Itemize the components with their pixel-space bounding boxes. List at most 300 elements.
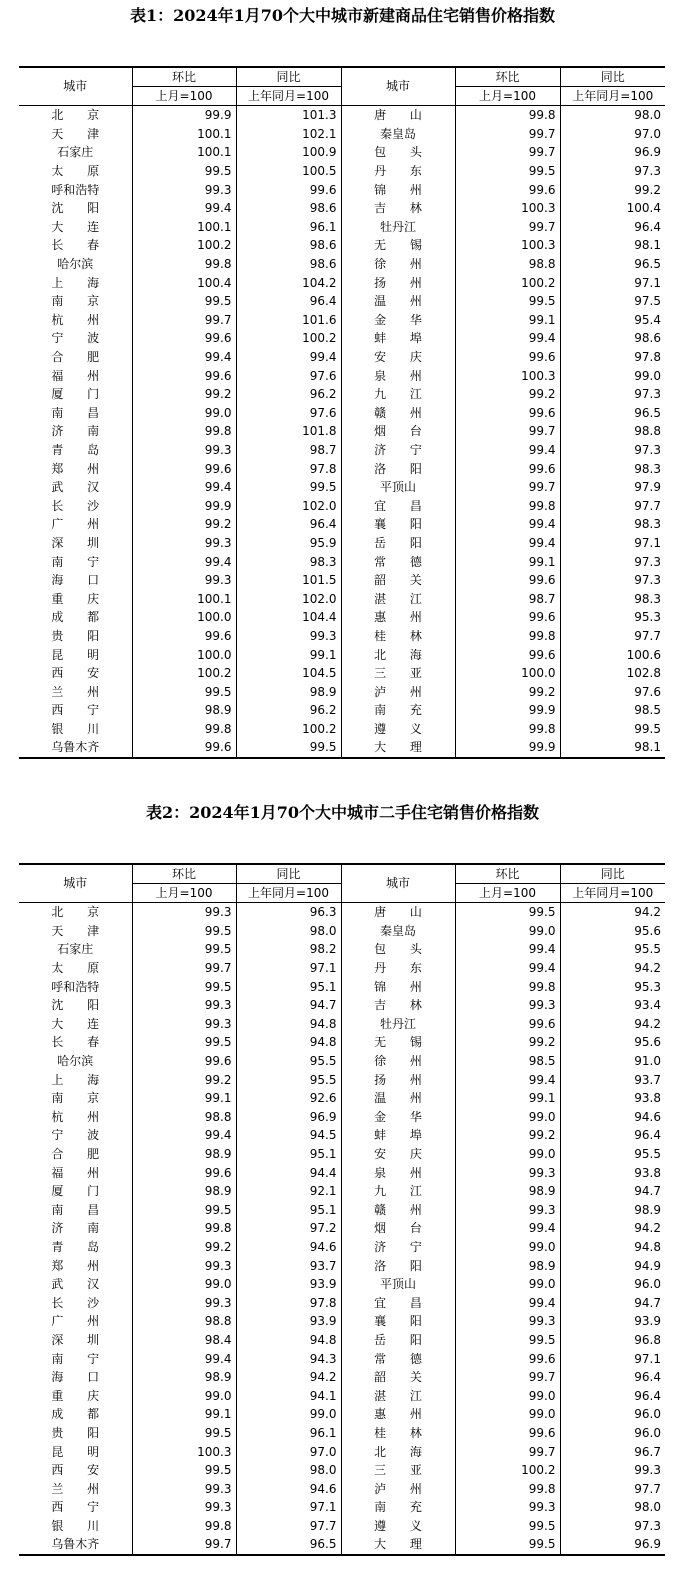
yoy-value: 97.6 (236, 366, 341, 385)
city-cell: 南 昌 (51, 1202, 100, 1217)
city-cell: 兰 州 (51, 1481, 100, 1496)
mom-value: 99.8 (132, 1219, 236, 1238)
city-cell: 包 头 (341, 940, 455, 959)
yoy-value: 98.8 (560, 422, 665, 441)
mom-value: 99.0 (132, 1275, 236, 1294)
yoy-value: 97.6 (236, 404, 341, 423)
yoy-value: 99.1 (236, 645, 341, 664)
yoy-value: 98.3 (560, 589, 665, 608)
city-cell: 广 州 (51, 1314, 100, 1329)
yoy-value: 97.0 (560, 125, 665, 144)
yoy-value: 97.3 (560, 571, 665, 590)
yoy-value: 95.3 (560, 608, 665, 627)
yoy-value: 96.5 (560, 255, 665, 274)
mom-value: 99.0 (455, 1108, 560, 1127)
yoy-value: 98.6 (560, 329, 665, 348)
city-cell: 南 充 (341, 1498, 455, 1517)
yoy-value: 97.0 (236, 1442, 341, 1461)
table-row (19, 496, 665, 515)
city-cell: 无 锡 (341, 1033, 455, 1052)
city-cell: 长 沙 (51, 1295, 100, 1310)
yoy-value: 98.0 (236, 1461, 341, 1480)
yoy-value: 99.5 (236, 478, 341, 497)
city-cell: 泸 州 (341, 1479, 455, 1498)
mom-value: 99.3 (132, 1479, 236, 1498)
city-cell: 沈 阳 (51, 201, 100, 216)
yoy-value: 98.1 (560, 236, 665, 255)
mom-value: 99.5 (455, 1535, 560, 1555)
yoy-value: 101.8 (236, 422, 341, 441)
mom-value: 99.7 (455, 1442, 560, 1461)
mom-value: 99.0 (455, 1405, 560, 1424)
table-row (19, 645, 665, 664)
city-cell: 太 原 (51, 961, 100, 976)
city-cell: 洛 阳 (341, 1256, 455, 1275)
mom-value: 99.6 (132, 366, 236, 385)
table-row (19, 125, 665, 144)
mom-value: 99.3 (455, 996, 560, 1015)
yoy-value: 97.3 (560, 441, 665, 460)
table-row (19, 478, 665, 497)
mom-value: 99.4 (455, 940, 560, 959)
yoy-value: 97.1 (560, 273, 665, 292)
city-cell: 徐 州 (341, 1052, 455, 1071)
city-cell: 惠 州 (341, 608, 455, 627)
city-cell: 合 肥 (51, 1147, 100, 1162)
mom-value: 100.4 (132, 273, 236, 292)
yoy-value: 94.8 (236, 1033, 341, 1052)
yoy-value: 98.7 (236, 441, 341, 460)
city-cell: 温 州 (341, 1089, 455, 1108)
yoy-value: 93.7 (236, 1256, 341, 1275)
mom-value: 99.8 (132, 422, 236, 441)
yoy-value: 97.8 (236, 459, 341, 478)
city-cell: 平顶山 (341, 478, 455, 497)
mom-value: 99.5 (132, 1033, 236, 1052)
city-cell: 吉 林 (341, 199, 455, 218)
yoy-value: 97.3 (560, 1517, 665, 1536)
yoy-value: 96.1 (236, 218, 341, 237)
mom-value: 99.2 (455, 682, 560, 701)
city-cell: 福 州 (51, 1165, 100, 1180)
yoy-value: 97.3 (560, 552, 665, 571)
yoy-value: 99.0 (236, 1405, 341, 1424)
yoy-value: 96.2 (236, 701, 341, 720)
city-cell: 扬 州 (341, 1070, 455, 1089)
yoy-value: 98.3 (236, 552, 341, 571)
mom-value: 99.7 (132, 959, 236, 978)
yoy-value: 94.2 (560, 1219, 665, 1238)
yoy-value: 100.4 (560, 199, 665, 218)
mom-value: 99.3 (132, 441, 236, 460)
mom-value: 100.3 (455, 199, 560, 218)
city-cell: 牡丹江 (341, 1015, 455, 1034)
city-cell: 西 安 (51, 1463, 100, 1478)
yoy-value: 97.1 (560, 534, 665, 553)
city-cell: 石家庄 (57, 942, 94, 957)
table-row (19, 1498, 665, 1517)
mom-value: 99.3 (455, 1498, 560, 1517)
mom-value: 99.0 (455, 1386, 560, 1405)
mom-value: 99.6 (132, 738, 236, 758)
yoy-value: 96.5 (560, 404, 665, 423)
mom-value: 100.1 (132, 125, 236, 144)
yoy-value: 94.4 (236, 1163, 341, 1182)
mom-value: 99.4 (455, 515, 560, 534)
yoy-value: 96.2 (236, 385, 341, 404)
table-row (19, 959, 665, 978)
city-cell: 洛 阳 (341, 459, 455, 478)
yoy-value: 97.2 (236, 1219, 341, 1238)
table-row (19, 996, 665, 1015)
city-cell: 广 州 (51, 517, 100, 532)
mom-value: 100.2 (455, 1461, 560, 1480)
city-cell: 哈尔滨 (57, 1054, 94, 1069)
city-cell: 温 州 (341, 292, 455, 311)
table-row (19, 1256, 665, 1275)
city-cell: 武 汉 (51, 480, 100, 495)
yoy-value: 94.8 (236, 1331, 341, 1350)
table-row (19, 1293, 665, 1312)
yoy-value: 94.9 (560, 1256, 665, 1275)
yoy-value: 99.6 (236, 180, 341, 199)
city-cell: 大 理 (341, 1535, 455, 1555)
mom-value: 99.8 (455, 496, 560, 515)
city-cell: 济 南 (51, 424, 100, 439)
mom-value: 99.9 (455, 738, 560, 758)
yoy-value: 97.6 (560, 682, 665, 701)
yoy-value: 93.9 (236, 1312, 341, 1331)
city-cell: 包 头 (341, 143, 455, 162)
mom-value: 99.1 (132, 1089, 236, 1108)
table-row (19, 1405, 665, 1424)
city-cell: 锦 州 (341, 180, 455, 199)
yoy-value: 97.7 (560, 496, 665, 515)
city-cell: 上 海 (51, 1072, 100, 1087)
table-row (19, 1461, 665, 1480)
city-cell: 北 海 (341, 1442, 455, 1461)
yoy-value: 101.5 (236, 571, 341, 590)
mom-value: 98.9 (455, 1256, 560, 1275)
yoy-value: 99.2 (560, 180, 665, 199)
mom-value: 99.9 (132, 106, 236, 125)
yoy-value: 99.0 (560, 366, 665, 385)
mom-value: 99.5 (132, 292, 236, 311)
yoy-value: 95.6 (560, 922, 665, 941)
yoy-value: 98.0 (560, 106, 665, 125)
yoy-value: 96.4 (560, 218, 665, 237)
city-cell: 青 岛 (51, 1239, 100, 1254)
city-cell: 合 肥 (51, 350, 100, 365)
city-cell: 厦 门 (51, 1184, 100, 1199)
city-cell: 常 德 (341, 552, 455, 571)
mom-value: 98.4 (132, 1331, 236, 1350)
city-cell: 乌鲁木齐 (19, 738, 132, 758)
mom-value: 98.9 (132, 1145, 236, 1164)
mom-value: 99.6 (455, 1015, 560, 1034)
table-row (19, 1052, 665, 1071)
city-cell: 昆 明 (51, 1444, 100, 1459)
yoy-value: 96.4 (560, 1126, 665, 1145)
yoy-value: 97.8 (236, 1293, 341, 1312)
city-cell: 长 春 (51, 238, 100, 253)
yoy-value: 96.8 (560, 1331, 665, 1350)
yoy-value: 93.8 (560, 1089, 665, 1108)
table-row (19, 459, 665, 478)
mom-value: 100.3 (455, 366, 560, 385)
city-cell: 唐 山 (341, 903, 455, 922)
mom-value: 99.3 (132, 534, 236, 553)
mom-value: 99.3 (132, 571, 236, 590)
mom-value: 99.4 (455, 1219, 560, 1238)
yoy-value: 94.7 (560, 1293, 665, 1312)
mom-value: 99.1 (132, 1405, 236, 1424)
yoy-value: 94.6 (236, 1238, 341, 1257)
city-cell: 惠 州 (341, 1405, 455, 1424)
mom-value: 100.2 (132, 236, 236, 255)
mom-value: 98.9 (455, 1182, 560, 1201)
table-row (19, 1219, 665, 1238)
city-cell: 宁 波 (51, 331, 100, 346)
yoy-value: 93.9 (560, 1312, 665, 1331)
city-cell: 大 连 (51, 1016, 100, 1031)
yoy-value: 100.6 (560, 645, 665, 664)
yoy-value: 101.3 (236, 106, 341, 125)
yoy-value: 94.7 (236, 996, 341, 1015)
city-cell: 宜 昌 (341, 1293, 455, 1312)
city-cell: 北 京 (51, 905, 100, 920)
mom-value: 99.0 (455, 1275, 560, 1294)
city-cell: 济 宁 (341, 441, 455, 460)
yoy-value: 94.6 (236, 1479, 341, 1498)
mom-value: 99.7 (132, 1535, 236, 1555)
yoy-value: 98.9 (560, 1201, 665, 1220)
yoy-value: 96.0 (560, 1424, 665, 1443)
yoy-value: 96.4 (236, 515, 341, 534)
city-cell: 宁 波 (51, 1128, 100, 1143)
table-row (19, 1331, 665, 1350)
table-row (19, 720, 665, 739)
table-row (19, 1201, 665, 1220)
city-cell: 丹 东 (341, 959, 455, 978)
table-row (19, 1126, 665, 1145)
mom-value: 99.5 (455, 1331, 560, 1350)
table-row (19, 977, 665, 996)
yoy-header: 同比 (236, 67, 341, 87)
yoy-value: 102.0 (236, 589, 341, 608)
mom-value: 99.4 (132, 478, 236, 497)
yoy-value: 95.6 (560, 1033, 665, 1052)
city-cell: 杭 州 (51, 1109, 100, 1124)
yoy-value: 98.3 (560, 459, 665, 478)
yoy-value: 95.1 (236, 977, 341, 996)
city-cell: 九 江 (341, 385, 455, 404)
city-cell: 泸 州 (341, 682, 455, 701)
city-cell: 海 口 (51, 1370, 100, 1385)
table1-body (19, 106, 665, 758)
city-cell: 湛 江 (341, 1386, 455, 1405)
mom-value: 99.8 (455, 627, 560, 646)
yoy-value: 97.1 (236, 1498, 341, 1517)
yoy-value: 96.3 (236, 903, 341, 922)
mom-value: 99.3 (132, 1498, 236, 1517)
city-cell: 济 南 (51, 1221, 100, 1236)
mom-value: 99.0 (455, 1145, 560, 1164)
mom-value: 99.6 (132, 1052, 236, 1071)
mom-header: 环比 (132, 864, 236, 884)
table-row (19, 292, 665, 311)
yoy-value: 95.9 (236, 534, 341, 553)
city-cell: 南 宁 (51, 554, 100, 569)
city-cell: 郑 州 (51, 1258, 100, 1273)
table-row (19, 404, 665, 423)
mom-value: 99.6 (455, 404, 560, 423)
table-row (19, 589, 665, 608)
city-cell: 哈尔滨 (57, 257, 94, 272)
mom-value: 99.3 (455, 1201, 560, 1220)
mom-value: 99.3 (132, 903, 236, 922)
mom-value: 99.1 (455, 1089, 560, 1108)
mom-header: 环比 (455, 864, 560, 884)
yoy-value: 97.8 (560, 348, 665, 367)
city-cell: 大 理 (341, 738, 455, 758)
city-cell: 济 宁 (341, 1238, 455, 1257)
table-row (19, 1312, 665, 1331)
city-cell: 重 庆 (51, 591, 100, 606)
city-cell: 丹 东 (341, 162, 455, 181)
mom-value: 99.6 (132, 1163, 236, 1182)
table-row (19, 1479, 665, 1498)
city-cell: 海 口 (51, 573, 100, 588)
yoy-value: 95.3 (560, 977, 665, 996)
table-row (19, 162, 665, 181)
table-row (19, 940, 665, 959)
mom-value: 99.1 (455, 311, 560, 330)
table-row (19, 515, 665, 534)
city-cell: 秦皇岛 (341, 125, 455, 144)
city-cell: 蚌 埠 (341, 329, 455, 348)
city-cell: 天 津 (51, 923, 100, 938)
table-row (19, 738, 665, 758)
mom-value: 100.2 (132, 664, 236, 683)
mom-value: 99.2 (132, 515, 236, 534)
mom-value: 99.8 (455, 106, 560, 125)
city-cell: 南 京 (51, 294, 100, 309)
table-row (19, 348, 665, 367)
table-row (19, 571, 665, 590)
mom-value: 99.2 (132, 1238, 236, 1257)
city-cell: 烟 台 (341, 1219, 455, 1238)
table-row (19, 1033, 665, 1052)
table-row (19, 1182, 665, 1201)
mom-value: 99.6 (455, 459, 560, 478)
city-cell: 太 原 (51, 164, 100, 179)
mom-value: 99.4 (455, 329, 560, 348)
mom-value: 99.4 (132, 348, 236, 367)
city-cell: 平顶山 (341, 1275, 455, 1294)
mom-value: 99.6 (132, 329, 236, 348)
mom-value: 98.9 (132, 1182, 236, 1201)
table-row (19, 922, 665, 941)
yoy-value: 98.6 (236, 255, 341, 274)
table-row (19, 236, 665, 255)
mom-value: 99.8 (132, 255, 236, 274)
yoy-value: 102.1 (236, 125, 341, 144)
city-cell: 北 京 (51, 108, 100, 123)
city-cell: 岳 阳 (341, 534, 455, 553)
yoy-value: 94.2 (560, 959, 665, 978)
yoy-value: 98.5 (560, 701, 665, 720)
yoy-value: 100.9 (236, 143, 341, 162)
mom-base-header: 上月=100 (455, 884, 560, 903)
city-cell: 湛 江 (341, 589, 455, 608)
yoy-value: 102.8 (560, 664, 665, 683)
city-cell: 成 都 (51, 1407, 100, 1422)
table-row (19, 422, 665, 441)
mom-value: 99.8 (455, 720, 560, 739)
mom-value: 99.0 (132, 404, 236, 423)
mom-value: 99.4 (132, 552, 236, 571)
table-row (19, 1386, 665, 1405)
city-cell: 徐 州 (341, 255, 455, 274)
city-cell: 泉 州 (341, 1163, 455, 1182)
mom-value: 100.0 (132, 645, 236, 664)
mom-header: 环比 (132, 67, 236, 87)
mom-value: 100.1 (132, 218, 236, 237)
yoy-value: 98.3 (560, 515, 665, 534)
mom-value: 99.5 (455, 162, 560, 181)
city-cell: 金 华 (341, 1108, 455, 1127)
yoy-value: 97.1 (560, 1349, 665, 1368)
city-cell: 北 海 (341, 645, 455, 664)
mom-value: 99.7 (455, 1368, 560, 1387)
city-cell: 杭 州 (51, 312, 100, 327)
mom-value: 99.5 (132, 1461, 236, 1480)
city-cell: 九 江 (341, 1182, 455, 1201)
yoy-value: 95.5 (560, 940, 665, 959)
yoy-header: 同比 (560, 864, 665, 884)
yoy-value: 96.9 (560, 143, 665, 162)
yoy-value: 94.7 (560, 1182, 665, 1201)
table-row (19, 1517, 665, 1536)
city-cell: 武 汉 (51, 1277, 100, 1292)
table-row (19, 329, 665, 348)
mom-value: 99.8 (132, 1517, 236, 1536)
mom-value: 98.5 (455, 1052, 560, 1071)
mom-value: 100.1 (132, 589, 236, 608)
mom-value: 99.5 (132, 940, 236, 959)
table-row (19, 441, 665, 460)
mom-value: 99.5 (455, 292, 560, 311)
table2-title: 表2：2024年1月70个大中城市二手住宅销售价格指数 (145, 803, 540, 822)
table-row (19, 534, 665, 553)
city-cell: 沈 阳 (51, 998, 100, 1013)
mom-value: 99.5 (132, 1424, 236, 1443)
table-row (19, 273, 665, 292)
mom-value: 99.5 (132, 682, 236, 701)
mom-value: 99.5 (132, 922, 236, 941)
yoy-value: 98.6 (236, 236, 341, 255)
mom-value: 99.4 (455, 441, 560, 460)
table-row (19, 903, 665, 922)
mom-value: 99.7 (455, 125, 560, 144)
yoy-value: 96.9 (560, 1535, 665, 1555)
yoy-value: 100.5 (236, 162, 341, 181)
city-cell: 厦 门 (51, 387, 100, 402)
yoy-value: 96.1 (236, 1424, 341, 1443)
mom-value: 99.3 (132, 1293, 236, 1312)
yoy-value: 96.4 (560, 1368, 665, 1387)
